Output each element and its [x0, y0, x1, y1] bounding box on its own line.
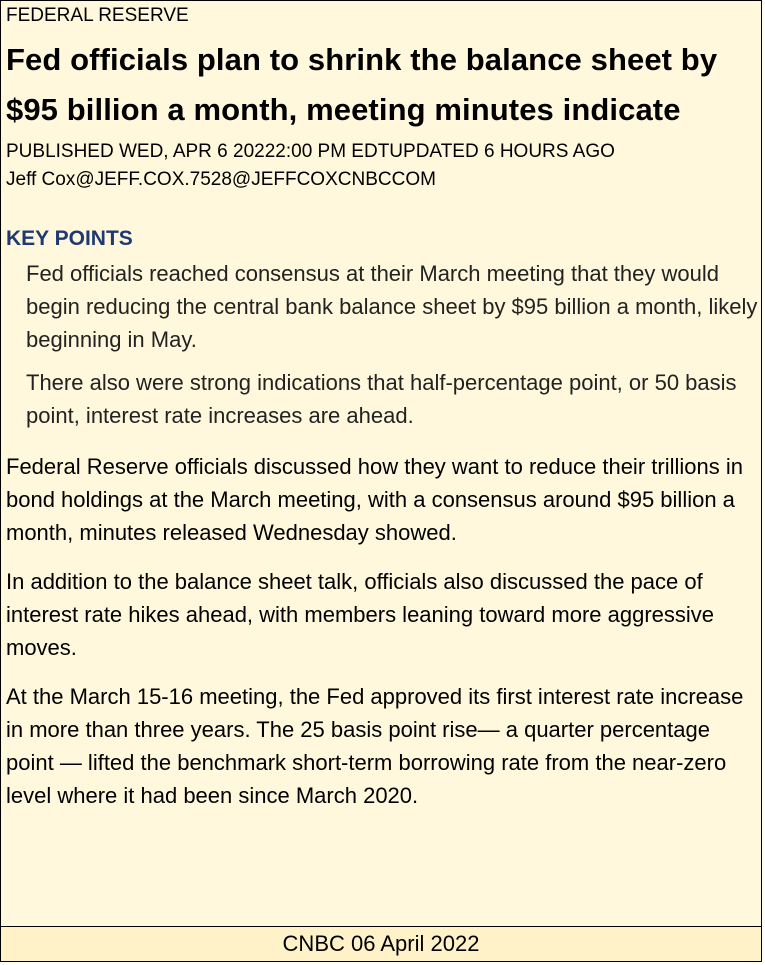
- key-points-title: KEY POINTS: [6, 227, 133, 250]
- published-date: PUBLISHED WED, APR 6 20222:00 PM EDTUPDATED 6 HOURS AGO: [6, 141, 615, 162]
- key-point-item: Fed officials reached consensus at their March meeting that they would begin reducing the central bank balance sheet by $95 billion a month, likely beginning in May.: [26, 261, 758, 352]
- body-paragraph: Federal Reserve officials discussed how they want to reduce their trillions in bond holdings at the March meeting, with a consensus around $95 billion a month, minutes released Wednesday showed.: [6, 454, 743, 545]
- section-label: FEDERAL RESERVE: [6, 5, 189, 26]
- author-byline: Jeff Cox@JEFF.COX.7528@JEFFCOXCNBCCOM: [6, 169, 436, 190]
- source-footer: CNBC 06 April 2022: [1, 926, 761, 961]
- key-points-list: [26, 257, 758, 432]
- headline: Fed officials plan to shrink the balance sheet by $95 billion a month, meeting minutes indicate: [6, 42, 718, 127]
- article-content: [6, 5, 758, 828]
- key-point-item: There also were strong indications that half-percentage point, or 50 basis point, interest rate increases are ahead.: [26, 370, 737, 428]
- body-paragraph: At the March 15-16 meeting, the Fed approved its first interest rate increase in more than three years. The 25 basis point rise— a quarter percentage point — lifted the benchmark short-term borrowing rate from the near-zero level where it had been since March 2020.: [6, 684, 744, 808]
- body-paragraph: In addition to the balance sheet talk, officials also discussed the pace of interest rate hikes ahead, with members leaning toward more aggressive moves.: [6, 569, 715, 660]
